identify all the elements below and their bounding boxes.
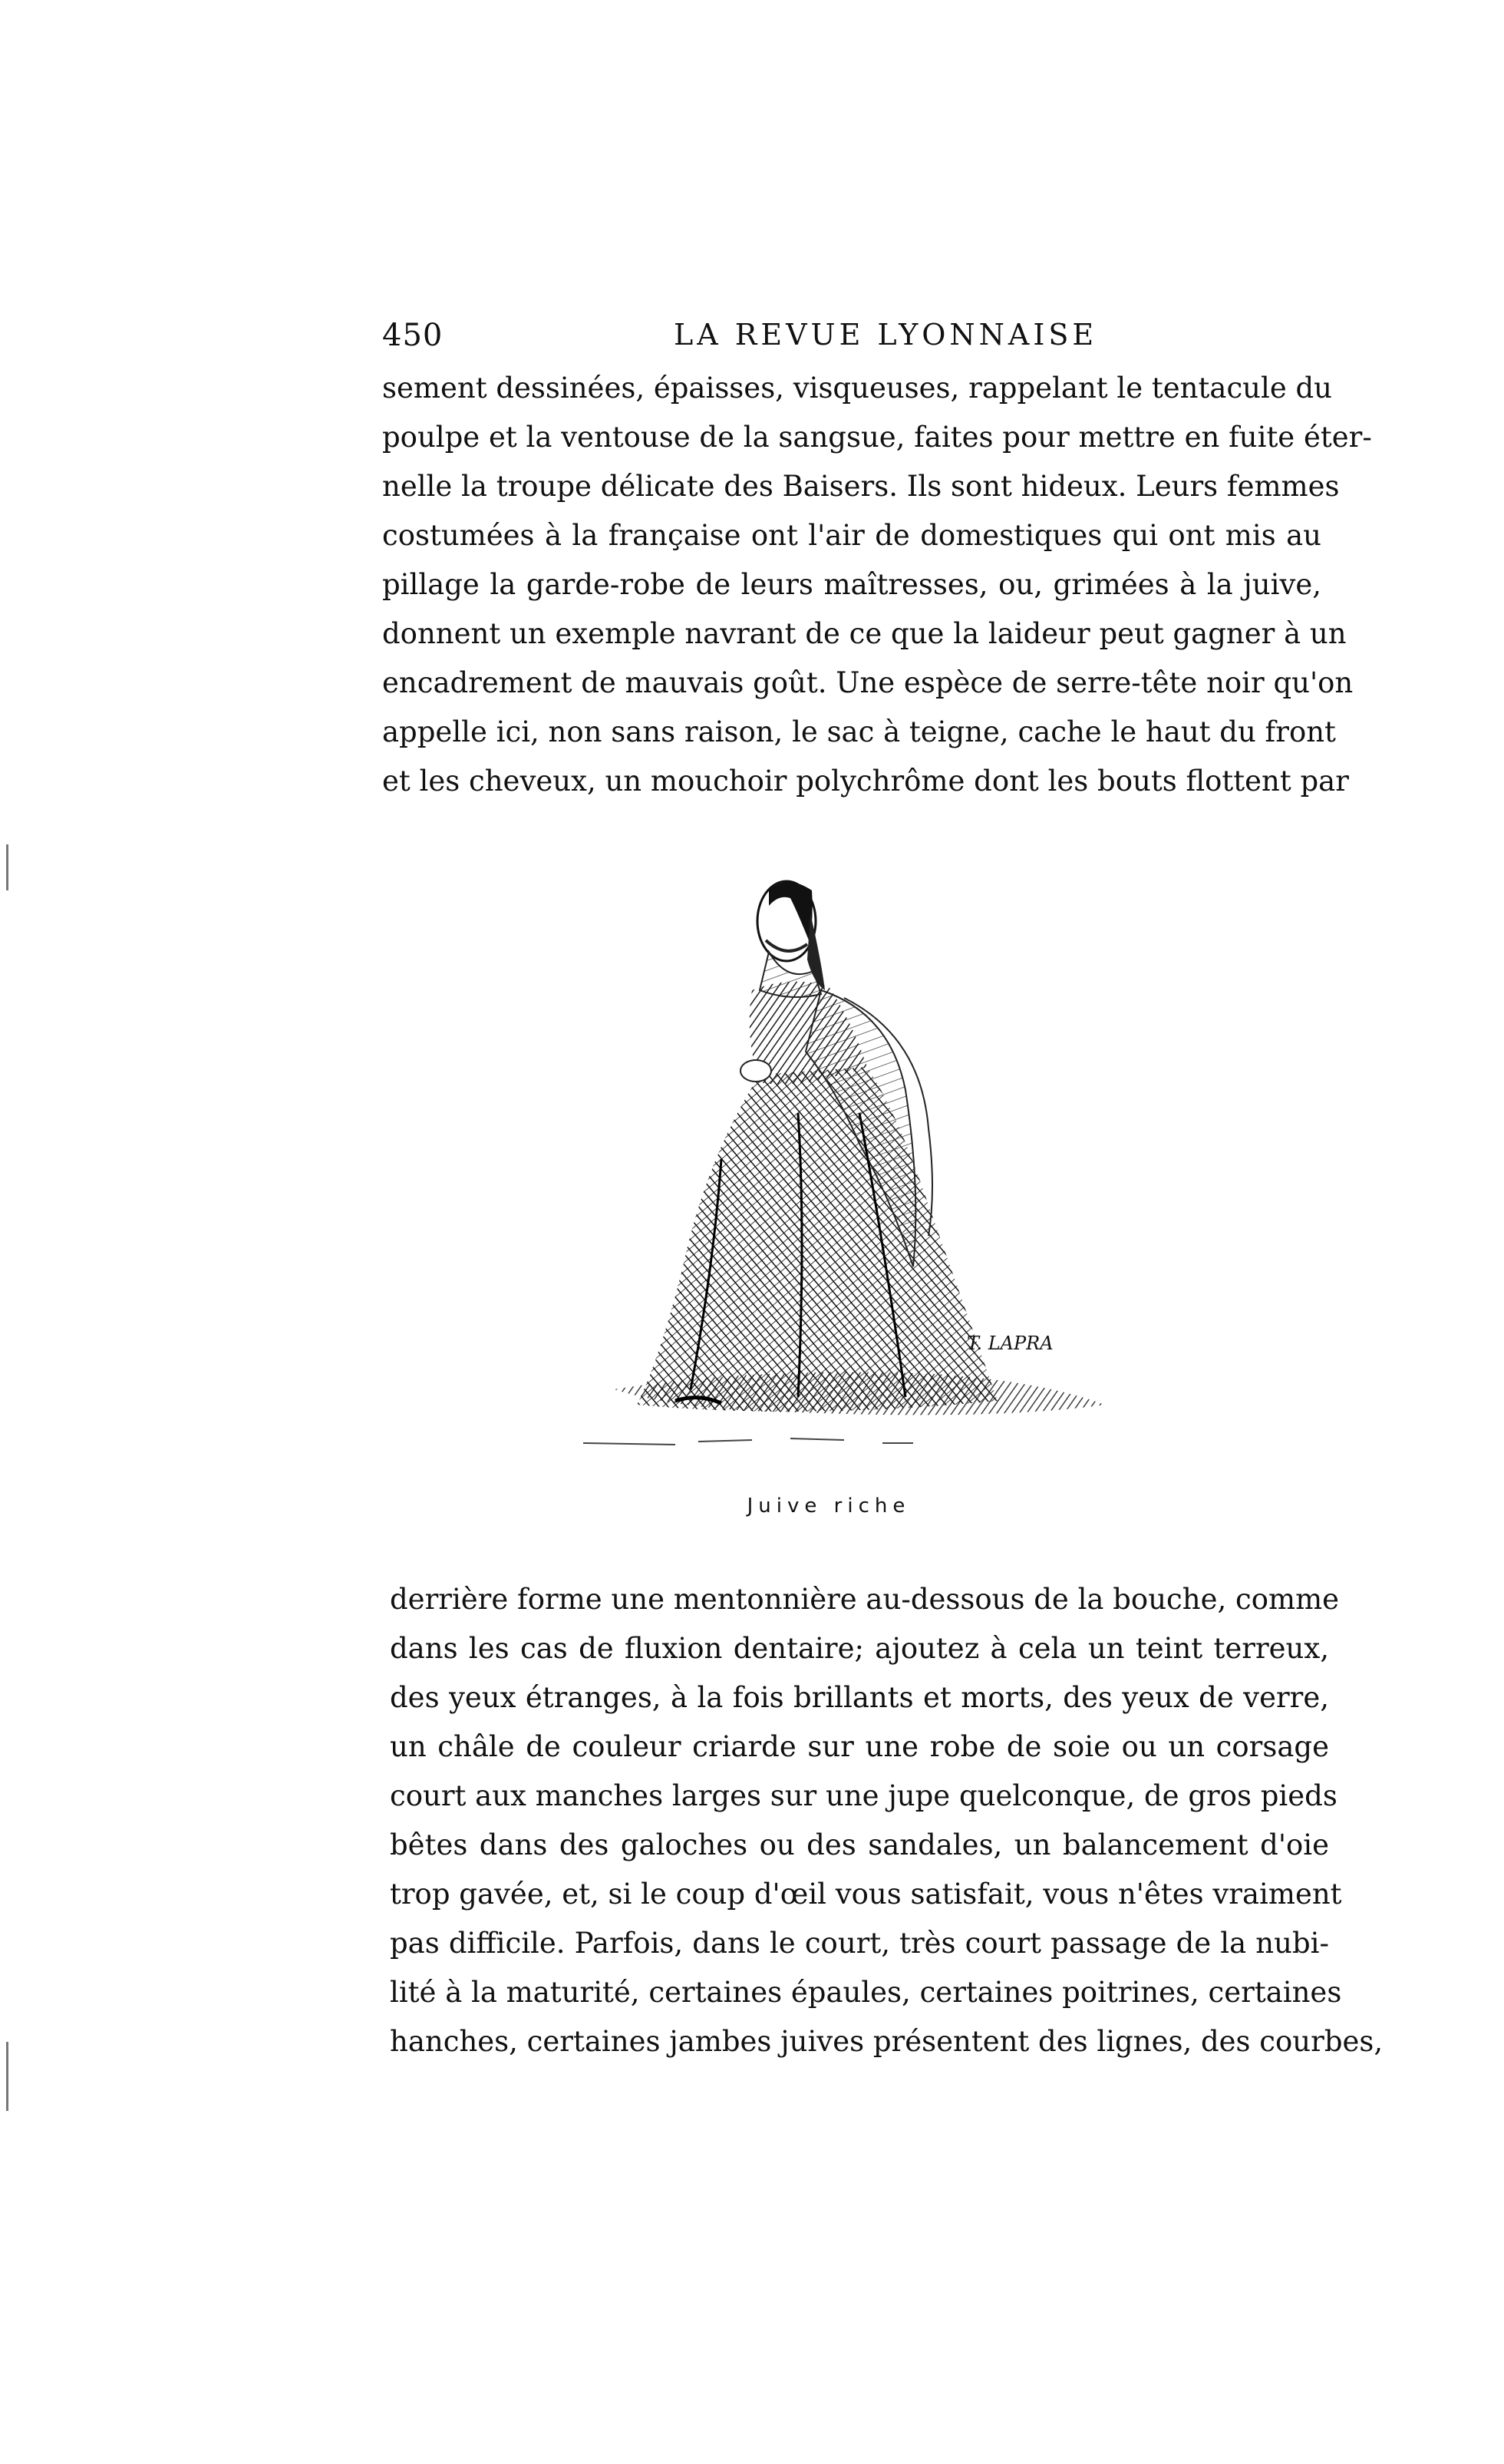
text-line: bêtes dans des galoches ou des sandales, un balancement d'oie [390,1828,1329,1861]
text-line: appelle ici, non sans raison, le sac à teigne, cache le haut du front [382,715,1336,748]
text-line: pas difficile. Parfois, dans le court, très court passage de la nubi- [390,1927,1329,1960]
text-line: trop gavée, et, si le coup d'œil vous satisfait, vous n'êtes vraiment [390,1878,1342,1911]
text-line: et les cheveux, un mouchoir polychrôme dont les bouts flottent par [382,765,1349,798]
text-line: dans les cas de fluxion dentaire; ajoutez à cela un teint terreux, [390,1632,1329,1665]
text-line: nelle la troupe délicate des Baisers. Ils sont hideux. Leurs femmes [382,470,1340,503]
paragraph-before-figure [382,364,1372,806]
text-line: encadrement de mauvais goût. Une espèce de serre-tête noir qu'on [382,666,1354,699]
engraving-woman-figure [568,837,1136,1474]
figure-caption: Juive riche [747,1495,911,1518]
text-line: un châle de couleur criarde sur une robe de soie ou un corsage [390,1730,1329,1763]
text-line: pillage la garde-robe de leurs maîtresses, ou, grimées à la juive, [382,568,1321,601]
scan-edge-mark [6,844,8,890]
journal-title: LA REVUE LYONNAISE [674,318,1098,352]
text-line: donnent un exemple navrant de ce que la laideur peut gagner à un [382,617,1347,650]
text-line: des yeux étranges, à la fois brillants et morts, des yeux de verre, [390,1681,1329,1714]
text-line: court aux manches larges sur une jupe quelconque, de gros pieds [390,1779,1337,1812]
illustration-juive-riche [568,837,1136,1512]
artist-signature: T. LAPRA [967,1333,1054,1354]
running-head [382,318,1321,364]
text-line: hanches, certaines jambes juives présentent des lignes, des courbes, [390,2025,1384,2058]
text-line: derrière forme une mentonnière au-dessous de la bouche, comme [390,1583,1340,1616]
text-line: lité à la maturité, certaines épaules, certaines poitrines, certaines [390,1976,1342,2009]
text-line: poulpe et la ventouse de la sangsue, faites pour mettre en fuite éter- [382,421,1372,454]
paragraph-after-figure [390,1575,1384,2066]
text-line: costumées à la française ont l'air de domestiques qui ont mis au [382,519,1321,552]
page-number: 450 [382,318,444,353]
text-line: sement dessinées, épaisses, visqueuses, rappelant le tentacule du [382,372,1333,405]
scan-edge-mark [6,2042,8,2111]
